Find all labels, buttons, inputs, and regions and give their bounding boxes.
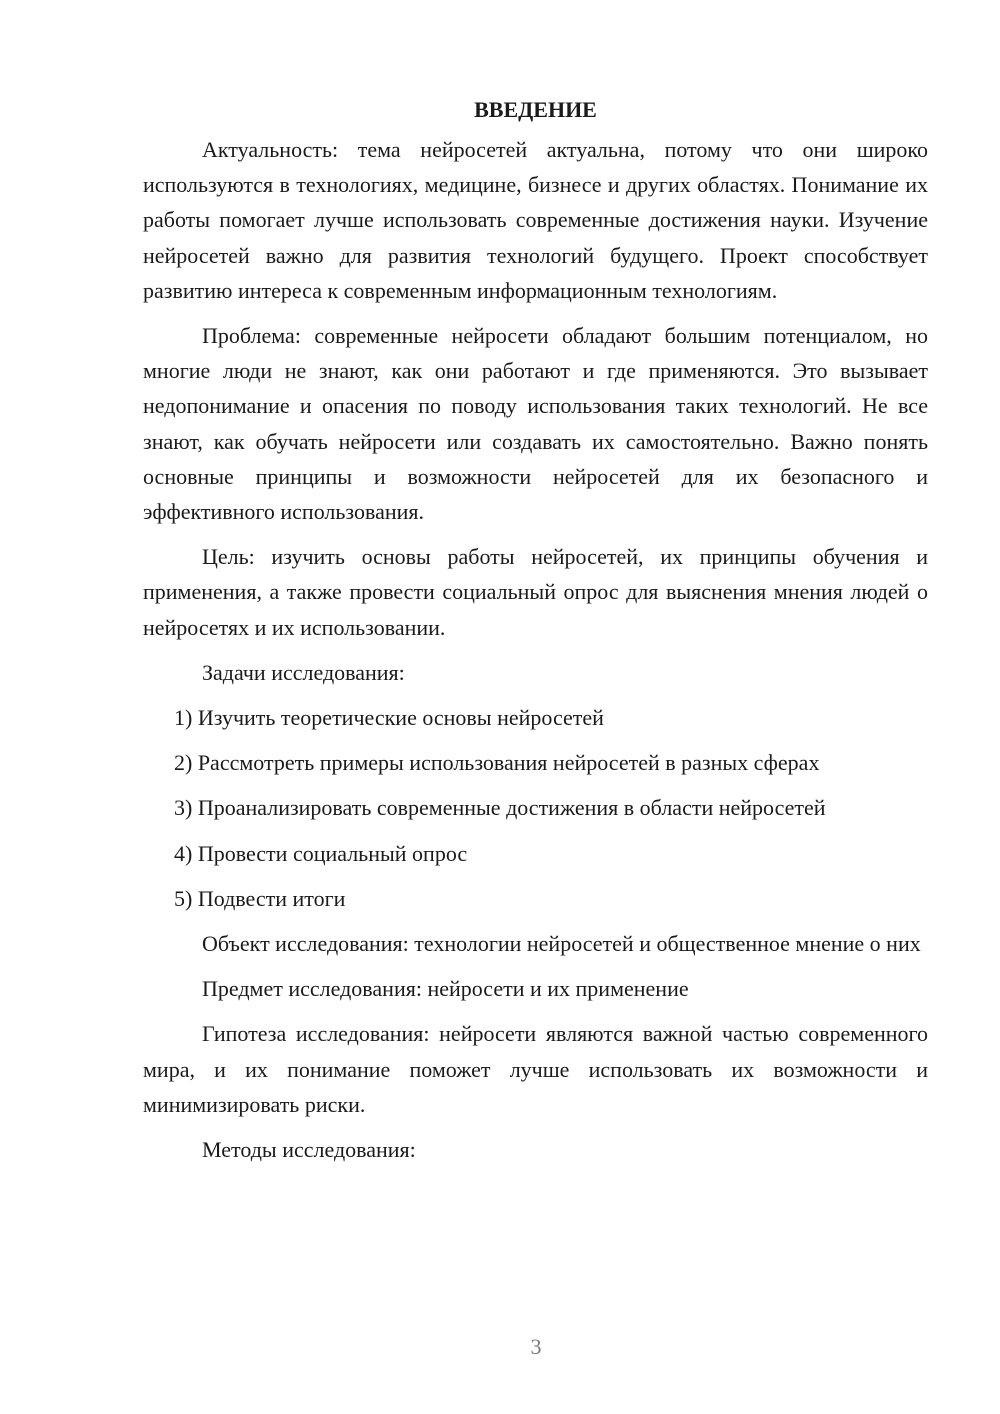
list-item: 5) Подвести итоги [174,885,346,911]
paragraph-subject: Предмет исследования: нейросети и их применение [202,976,689,1002]
list-item: 1) Изучить теоретические основы нейросетей [174,705,604,731]
tasks-list [143,700,928,916]
paragraph-methods: Методы исследования: [202,1137,416,1163]
section-title: ВВЕДЕНИЕ [474,97,597,122]
paragraph-hypothesis: Гипотеза исследования: нейросети являются важной частью современного мира, и их понимание поможет лучше использовать их возможности и минимизировать риски. [143,1021,928,1117]
page-number: 3 [530,1334,542,1359]
paragraph-tasks-heading: Задачи исследования: [202,659,405,685]
document-page [143,92,928,1177]
paragraph-problem: Проблема: современные нейросети обладают большим потенциалом, но многие люди не знают, как они работают и где применяются. Это вызывает недопонимание и опасения по поводу использования таких технологий. Не все знают, как обучать нейросети или создавать их самостоятельно. Важно понять основные принципы и возможности нейросетей для их безопасного и эффективного использования. [143,323,928,525]
list-item: 2) Рассмотреть примеры использования нейросетей в разных сферах [174,750,820,776]
list-item: 3) Проанализировать современные достижения в области нейросетей [174,795,826,821]
paragraph-object: Объект исследования: технологии нейросетей и общественное мнение о них [202,931,921,957]
paragraph-goal: Цель: изучить основы работы нейросетей, их принципы обучения и применения, а также провести социальный опрос для выяснения мнения людей о нейросетях и их использовании. [143,544,928,640]
paragraph-relevance: Актуальность: тема нейросетей актуальна, потому что они широко используются в технологиях, медицине, бизнесе и других областях. Понимание их работы помогает лучше использовать современные достижения науки. Изучение нейросетей важно для развития технологий будущего. Проект способствует развитию интереса к современным информационным технологиям. [143,137,928,303]
list-item: 4) Провести социальный опрос [174,840,468,866]
